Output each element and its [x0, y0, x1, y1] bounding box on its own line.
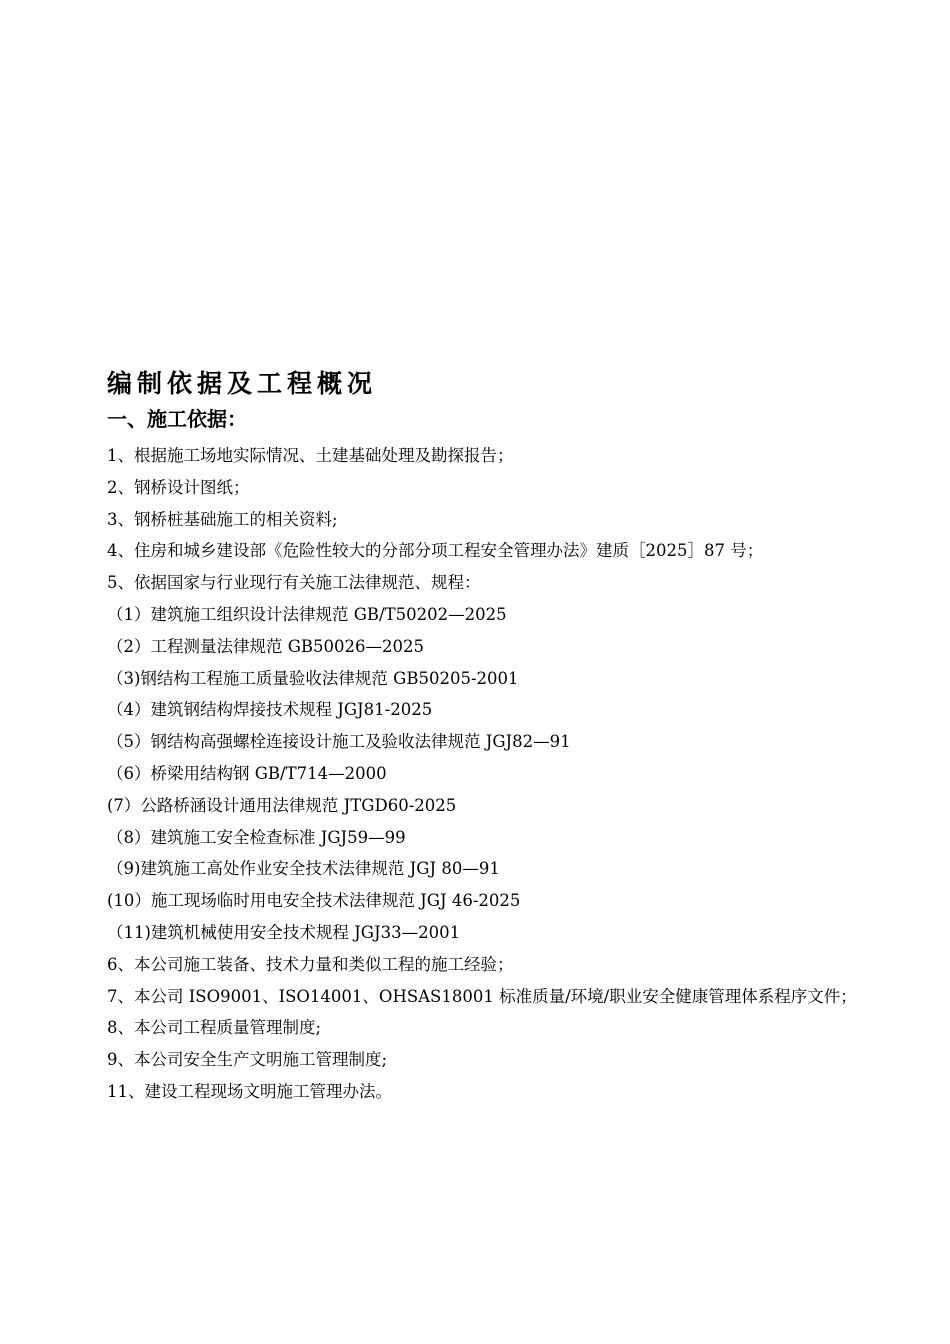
list-item: （11)建筑机械使用安全技术规程 JGJ33—2001 — [107, 922, 461, 942]
section-heading: 一、施工依据： — [107, 407, 247, 431]
list-item: 1、根据施工场地实际情况、土建基础处理及勘探报告； — [107, 446, 514, 465]
list-item: （4）建筑钢结构焊接技术规程 JGJ81-2025 — [107, 700, 433, 720]
list-item: （9)建筑施工高处作业安全技术法律规范 JGJ 80—91 — [107, 859, 500, 879]
basis-list — [107, 440, 867, 1108]
list-item: 2、钢桥设计图纸； — [107, 477, 250, 497]
list-item: 7、本公司 ISO9001、ISO14001、OHSAS18001 标准质量/环境/职业安全健康管理体系程序文件； — [107, 986, 857, 1006]
list-item: (7）公路桥涵设计通用法律规范 JTGD60-2025 — [107, 795, 457, 815]
list-item: （6）桥梁用结构钢 GB/T714—2000 — [107, 763, 387, 783]
list-item: 8、本公司工程质量管理制度; — [107, 1018, 322, 1038]
list-item: （2）工程测量法律规范 GB50026—2025 — [107, 636, 425, 656]
list-item: 6、本公司施工装备、技术力量和类似工程的施工经验； — [107, 954, 514, 974]
list-item: 5、依据国家与行业现行有关施工法律规范、规程： — [107, 573, 481, 593]
document-body — [107, 366, 867, 1108]
list-item: （5）钢结构高强螺栓连接设计施工及验收法律规范 JGJ82—91 — [107, 732, 571, 752]
list-item: 4、住房和城乡建设部《危险性较大的分部分项工程安全管理办法》建质［2025］87 号； — [107, 541, 764, 561]
list-item: 11、建设工程现场文明施工管理办法。 — [107, 1081, 392, 1101]
list-item: （1）建筑施工组织设计法律规范 GB/T50202—2025 — [107, 604, 507, 624]
list-item: 9、本公司安全生产文明施工管理制度; — [107, 1050, 388, 1070]
list-item: (10）施工现场临时用电安全技术法律规范 JGJ 46-2025 — [107, 891, 521, 911]
list-item: （3)钢结构工程施工质量验收法律规范 GB50205-2001 — [107, 668, 519, 688]
list-item: （8）建筑施工安全检查标准 JGJ59—99 — [107, 827, 406, 847]
document-title: 编制依据及工程概况 — [107, 369, 378, 398]
list-item: 3、钢桥桩基础施工的相关资料; — [107, 509, 338, 529]
